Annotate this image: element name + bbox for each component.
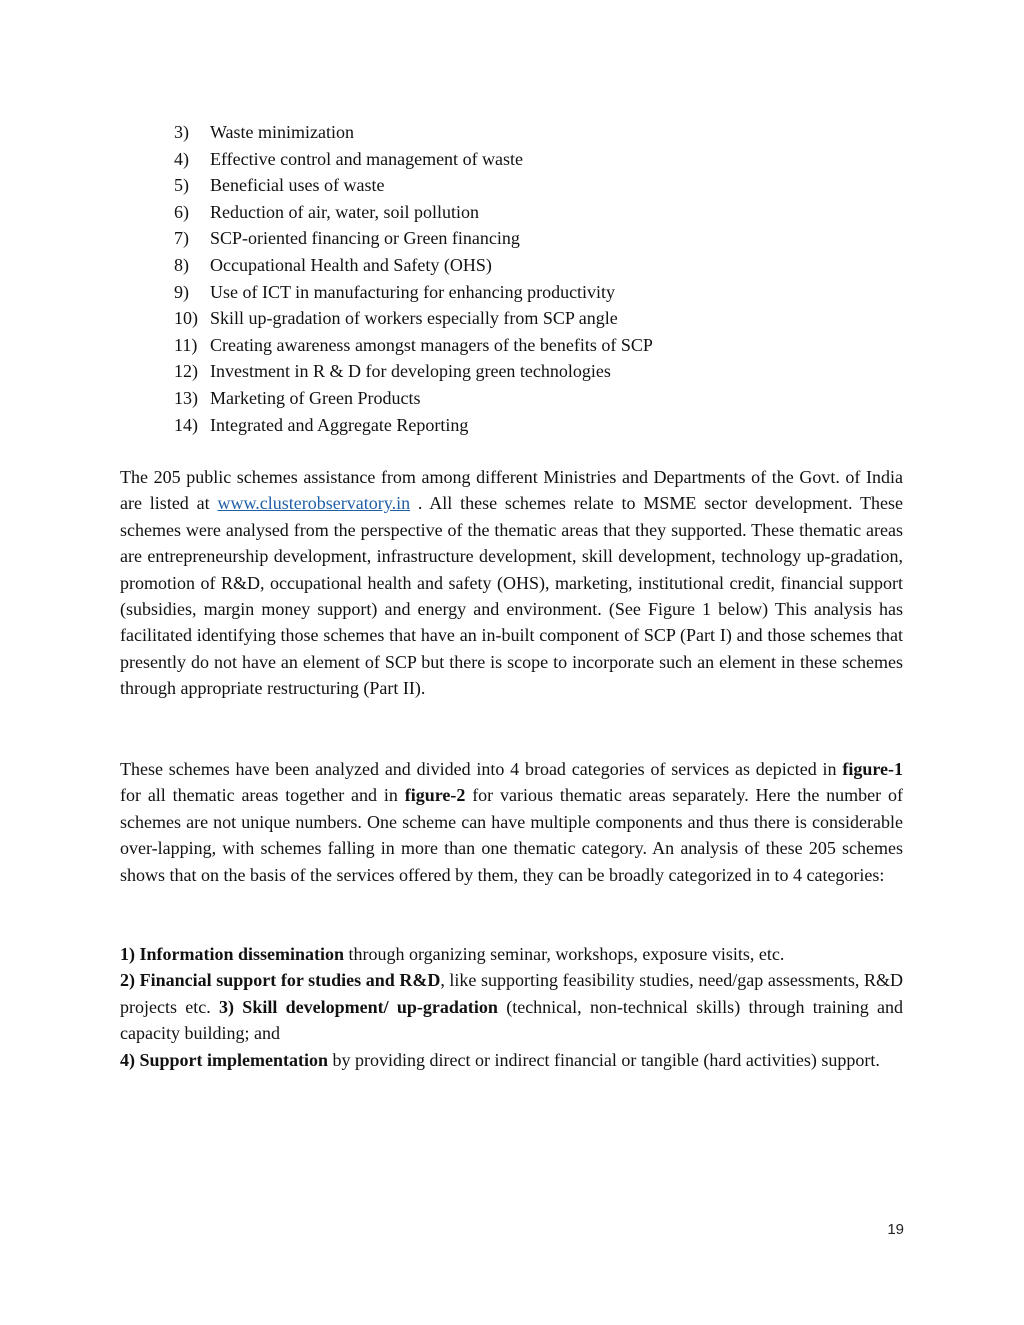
list-item: 10) Skill up-gradation of workers especially from SCP angle: [174, 308, 618, 329]
list-item: 3) Waste minimization: [174, 122, 355, 142]
list-item: 5) Beneficial uses of waste: [174, 175, 385, 196]
list-item: 11) Creating awareness amongst managers of the benefits of SCP: [174, 334, 653, 355]
list-item: 13) Marketing of Green Products: [174, 387, 421, 408]
figure-1-ref: figure-1: [842, 759, 903, 779]
list-item: 14) Integrated and Aggregate Reporting: [174, 414, 469, 435]
list-item: 8) Occupational Health and Safety (OHS): [174, 254, 492, 275]
figure-2-ref: figure-2: [404, 785, 466, 806]
categories-paragraph: [120, 941, 903, 1073]
page-number: 19: [887, 1221, 904, 1238]
categories-intro-paragraph: These schemes have been analyzed and divided into 4 broad categories of services as depicted in figure-1 for all thematic areas together and in figure-2 for various thematic areas separately. Here the number of schemes are not unique numbers. One scheme can have multiple components and thus there is considerable over-lapping, with schemes falling in more than one thematic category. An analysis of these 205 schemes shows that on the basis of the services offered by them, they can be broadly categorized in to 4 categories:: [120, 759, 903, 885]
category-information-dissemination: 1) Information dissemination through organizing seminar, workshops, exposure visits, etc.: [120, 944, 785, 964]
category-financial-and-skill: 2) Financial support for studies and R&D, like supporting feasibility studies, need/gap assessments, R&D projects etc. 3) Skill development/ up-gradation (technical, non-technical skills) through training and capacity building; and: [120, 970, 904, 1044]
list-item: 4) Effective control and management of waste: [174, 148, 524, 169]
cluster-observatory-link[interactable]: www.clusterobservatory.in: [217, 493, 411, 514]
category-support-implementation: 4) Support implementation by providing direct or indirect financial or tangible (hard activities) support.: [120, 1049, 880, 1070]
list-item: 12) Investment in R & D for developing green technologies: [174, 361, 611, 382]
numbered-list: [174, 119, 653, 438]
list-item: 6) Reduction of air, water, soil pollution: [174, 201, 480, 222]
list-item: 7) SCP-oriented financing or Green financing: [174, 228, 520, 249]
list-item: 9) Use of ICT in manufacturing for enhancing productivity: [174, 281, 616, 302]
schemes-paragraph: The 205 public schemes assistance from among different Ministries and Departments of the Govt. of India are listed at www.clusterobservatory.in . All these schemes relate to MSME sector development. These schemes were analysed from the perspective of the thematic areas that they supported. These thematic areas are entrepreneurship development, infrastructure development, skill development, technology up-gradation, promotion of R&D, occupational health and safety (OHS), marketing, institutional credit, financial support (subsidies, margin money support) and energy and environment. (See Figure 1 below) This analysis has facilitated identifying those schemes that have an in-built component of SCP (Part I) and those schemes that presently do not have an element of SCP but there is scope to incorporate such an element in these schemes through appropriate restructuring (Part II).: [120, 467, 903, 699]
